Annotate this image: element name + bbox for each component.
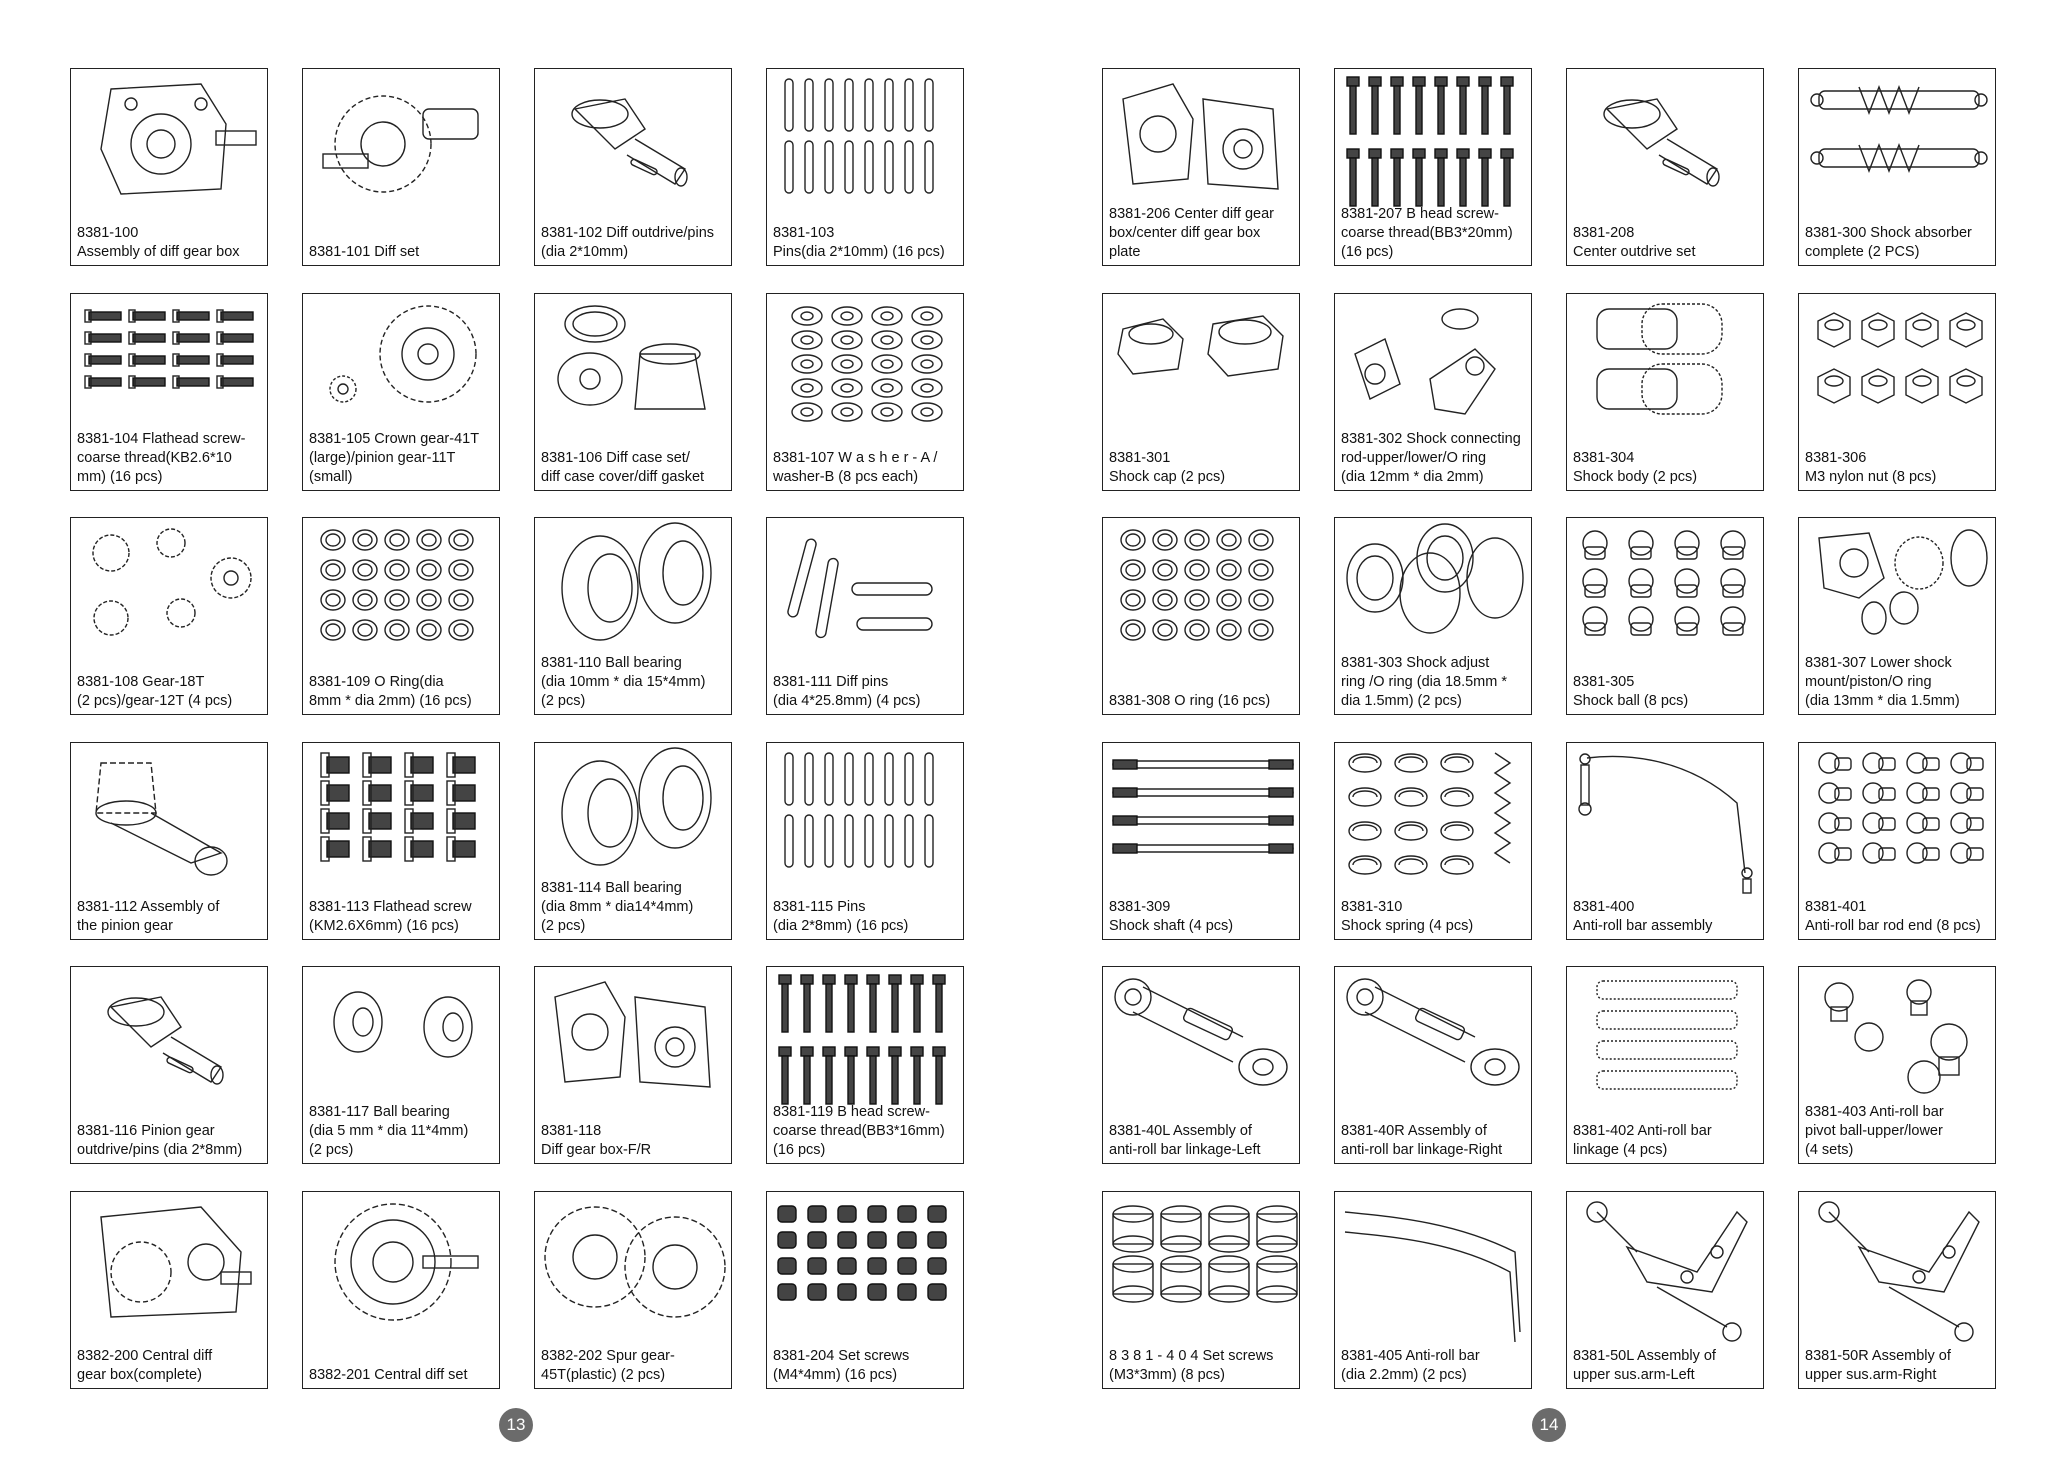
part-caption: 8381-308 O ring (16 pcs) <box>1109 693 1271 709</box>
part-cell <box>1798 742 1996 940</box>
part-caption: 8381-115 Pins (dia 2*8mm) (16 pcs) <box>773 898 909 934</box>
part-cell <box>1334 68 1532 266</box>
part-cell <box>70 68 268 266</box>
part-caption: 8381-109 O Ring(dia 8mm * dia 2mm) (16 pcs) <box>309 674 472 709</box>
part-caption: 8381-118 Diff gear box-F/R <box>541 1123 652 1158</box>
part-caption: 8381-204 Set screws (M4*4mm) (16 pcs) <box>773 1347 910 1383</box>
part-caption: 8381-400 Anti-roll bar assembly <box>1573 898 1713 934</box>
part-cell <box>534 517 732 715</box>
part-cell <box>1102 742 1300 940</box>
part-caption: 8381-112 Assembly of the pinion gear <box>77 898 220 934</box>
part-caption: 8381-208 Center outdrive set <box>1573 225 1696 260</box>
part-caption: 8382-202 Spur gear- 45T(plastic) (2 pcs) <box>541 1347 675 1383</box>
page-number: 14 <box>1532 1408 1566 1442</box>
part-caption: 8381-207 B head screw- coarse thread(BB3*20mm) (16 pcs) <box>1341 206 1513 260</box>
part-caption: 8381-309 Shock shaft (4 pcs) <box>1109 898 1234 934</box>
part-caption: 8381-50R Assembly of upper sus.arm-Right <box>1805 1347 1951 1383</box>
part-caption: 8381-403 Anti-roll bar pivot ball-upper/lower (4 sets) <box>1805 1104 1944 1158</box>
part-cell <box>1102 517 1300 715</box>
part-caption: 8381-100 Assembly of diff gear box <box>77 225 240 260</box>
part-cell <box>1566 742 1764 940</box>
part-caption: 8381-105 Crown gear-41T (large)/pinion gear-11T (small) <box>309 430 480 485</box>
part-caption: 8381-102 Diff outdrive/pins (dia 2*10mm) <box>541 225 715 260</box>
part-cell <box>534 1191 732 1389</box>
part-caption: 8381-401 Anti-roll bar rod end (8 pcs) <box>1805 898 1981 934</box>
part-cell <box>1566 293 1764 491</box>
part-caption: 8381-101 Diff set <box>309 244 420 260</box>
part-cell <box>302 68 500 266</box>
part-cell <box>1334 966 1532 1164</box>
part-caption: 8381-119 B head screw- coarse thread(BB3*16mm) (16 pcs) <box>773 1104 945 1158</box>
part-caption: 8381-103 Pins(dia 2*10mm) (16 pcs) <box>773 225 945 260</box>
part-cell <box>302 966 500 1164</box>
part-cell <box>534 68 732 266</box>
part-caption: 8381-116 Pinion gear outdrive/pins (dia 2*8mm) <box>77 1123 243 1158</box>
part-caption: 8 3 8 1 - 4 0 4 Set screws (M3*3mm) (8 pcs) <box>1109 1347 1274 1383</box>
part-cell <box>1566 68 1764 266</box>
diff-set-icon <box>303 69 500 266</box>
part-cell <box>1102 293 1300 491</box>
part-cell <box>766 1191 964 1389</box>
part-caption: 8382-200 Central diff gear box(complete) <box>77 1347 213 1383</box>
part-cell <box>302 1191 500 1389</box>
part-caption: 8381-111 Diff pins (dia 4*25.8mm) (4 pcs) <box>773 674 921 709</box>
part-caption: 8381-305 Shock ball (8 pcs) <box>1573 674 1689 709</box>
part-caption: 8381-303 Shock adjust ring /O ring (dia 18.5mm * dia 1.5mm) (2 pcs) <box>1341 655 1508 709</box>
part-cell <box>1102 1191 1300 1389</box>
part-caption: 8381-301 Shock cap (2 pcs) <box>1109 449 1226 485</box>
part-caption: 8381-206 Center diff gear box/center diff gear box plate <box>1109 206 1274 260</box>
part-cell <box>302 742 500 940</box>
part-caption: 8382-201 Central diff set <box>309 1366 468 1383</box>
part-caption: 8381-302 Shock connecting rod-upper/lower/O ring (dia 12mm * dia 2mm) <box>1341 430 1521 485</box>
spur-gear-icon <box>303 1192 500 1389</box>
part-caption: 8381-108 Gear-18T (2 pcs)/gear-12T (4 pcs) <box>77 674 233 709</box>
part-caption: 8381-114 Ball bearing (dia 8mm * dia14*4mm) (2 pcs) <box>541 879 694 934</box>
part-cell <box>1798 517 1996 715</box>
part-cell <box>766 68 964 266</box>
part-caption: 8381-104 Flathead screw- coarse thread(KB2.6*10 mm) (16 pcs) <box>77 430 246 485</box>
part-caption: 8381-107 W a s h e r - A / washer-B (8 pcs each) <box>773 449 938 485</box>
page-number: 13 <box>499 1408 533 1442</box>
part-cell <box>766 293 964 491</box>
part-cell <box>70 293 268 491</box>
part-cell <box>1566 517 1764 715</box>
part-caption: 8381-40L Assembly of anti-roll bar linkage-Left <box>1109 1123 1261 1158</box>
part-caption: 8381-402 Anti-roll bar linkage (4 pcs) <box>1573 1123 1712 1158</box>
part-cell <box>1102 68 1300 266</box>
part-cell <box>1334 293 1532 491</box>
o-rings-icon <box>1103 518 1300 715</box>
part-cell <box>534 966 732 1164</box>
part-cell <box>1566 966 1764 1164</box>
part-cell <box>70 742 268 940</box>
part-cell <box>302 517 500 715</box>
part-caption: 8381-110 Ball bearing (dia 10mm * dia 15*4mm) (2 pcs) <box>541 655 706 709</box>
part-cell <box>766 742 964 940</box>
part-caption: 8381-306 M3 nylon nut (8 pcs) <box>1805 449 1937 485</box>
part-cell <box>1566 1191 1764 1389</box>
part-caption: 8381-300 Shock absorber complete (2 PCS) <box>1805 225 1972 260</box>
part-cell <box>1102 966 1300 1164</box>
part-cell <box>302 293 500 491</box>
part-cell <box>70 1191 268 1389</box>
part-cell <box>1334 517 1532 715</box>
part-cell <box>766 517 964 715</box>
part-cell <box>1334 1191 1532 1389</box>
part-cell <box>534 742 732 940</box>
part-cell <box>70 517 268 715</box>
part-caption: 8381-304 Shock body (2 pcs) <box>1573 449 1698 485</box>
part-caption: 8381-117 Ball bearing (dia 5 mm * dia 11*4mm) (2 pcs) <box>309 1104 469 1158</box>
part-cell <box>1798 68 1996 266</box>
part-cell <box>1798 1191 1996 1389</box>
part-cell <box>1798 966 1996 1164</box>
part-cell <box>766 966 964 1164</box>
part-caption: 8381-106 Diff case set/ diff case cover/diff gasket <box>541 449 705 485</box>
part-caption: 8381-310 Shock spring (4 pcs) <box>1341 898 1474 934</box>
part-caption: 8381-307 Lower shock mount/piston/O ring (dia 13mm * dia 1.5mm) <box>1805 655 1960 709</box>
part-cell <box>534 293 732 491</box>
part-caption: 8381-113 Flathead screw (KM2.6X6mm) (16 pcs) <box>309 898 472 934</box>
part-cell <box>1334 742 1532 940</box>
part-caption: 8381-40R Assembly of anti-roll bar linkage-Right <box>1341 1123 1503 1158</box>
part-caption: 8381-50L Assembly of upper sus.arm-Left <box>1573 1347 1716 1383</box>
part-cell <box>1798 293 1996 491</box>
part-cell <box>70 966 268 1164</box>
part-caption: 8381-405 Anti-roll bar (dia 2.2mm) (2 pcs) <box>1341 1347 1480 1383</box>
